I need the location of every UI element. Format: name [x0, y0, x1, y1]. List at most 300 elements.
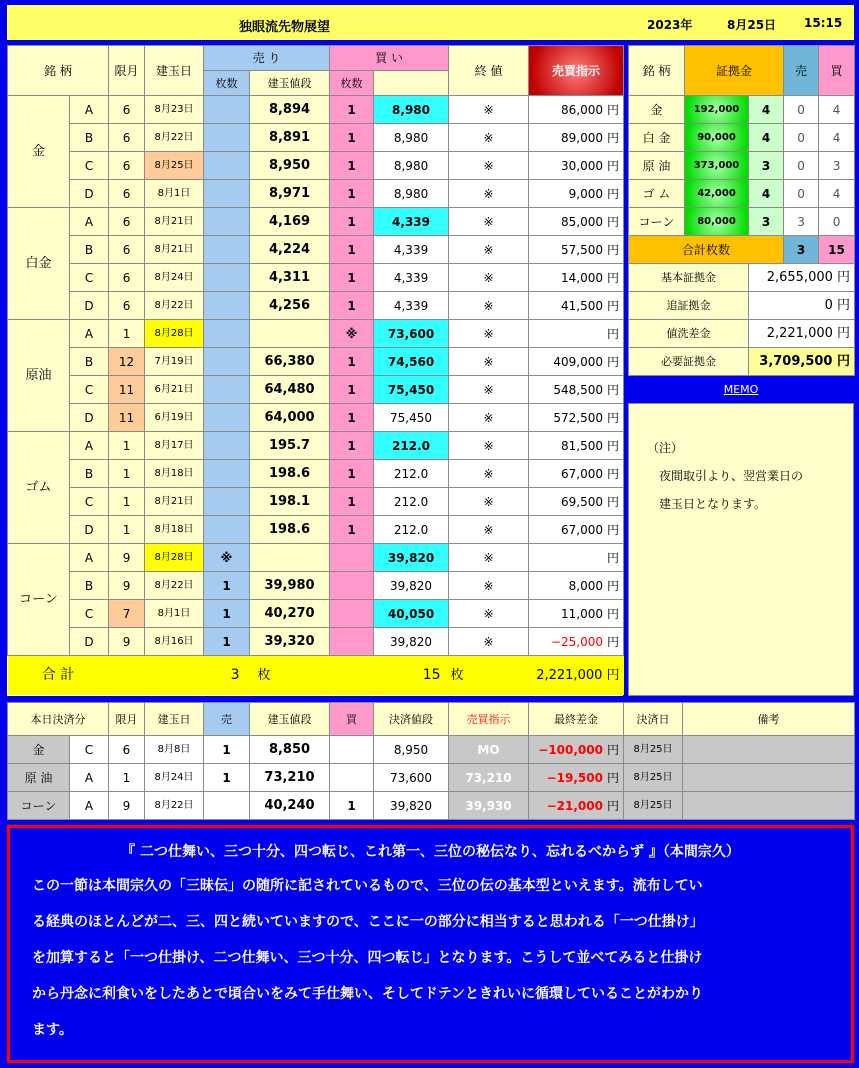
col-date-header: 建玉日	[145, 46, 204, 96]
order-instruction: ※	[449, 320, 529, 348]
sell-count	[204, 236, 250, 264]
settled-settle-price: 39,820	[374, 792, 449, 820]
buy-count: 1	[330, 488, 374, 516]
yen-unit: 円	[606, 770, 619, 785]
summary-label: 追証拠金	[629, 292, 749, 320]
mark-to-market	[529, 264, 624, 292]
commodity-name: コーン	[8, 544, 70, 656]
entry-price	[250, 544, 330, 572]
close-price: 212.0	[374, 488, 449, 516]
total-sell-unit: 枚	[250, 656, 330, 695]
margin-row	[629, 96, 855, 124]
position-code: B	[70, 460, 109, 488]
settled-table	[7, 702, 855, 820]
entry-price: 4,256	[250, 292, 330, 320]
margin-body	[629, 96, 855, 236]
entry-price: 39,320	[250, 628, 330, 656]
position-code: D	[70, 628, 109, 656]
margin-sell: 0	[784, 152, 819, 180]
settled-note	[683, 736, 855, 764]
position-code: A	[70, 432, 109, 460]
buy-count: ※	[330, 320, 374, 348]
position-code: B	[70, 348, 109, 376]
close-price: 8,980	[374, 124, 449, 152]
margin-row	[629, 124, 855, 152]
yen-unit: 円	[607, 382, 620, 397]
position-code: A	[70, 544, 109, 572]
order-instruction: ※	[449, 96, 529, 124]
entry-price: 64,000	[250, 404, 330, 432]
table-row	[8, 376, 624, 404]
table-row	[8, 348, 624, 376]
buy-count: 1	[330, 460, 374, 488]
settled-name: 金	[8, 736, 70, 764]
entry-price: 66,380	[250, 348, 330, 376]
settled-month: 1	[109, 764, 145, 792]
yen-unit: 円	[607, 634, 620, 649]
close-price: 8,980	[374, 96, 449, 124]
position-code: A	[70, 96, 109, 124]
settled-date: 8月24日	[145, 764, 204, 792]
sell-count	[204, 460, 250, 488]
settled-price: 40,240	[250, 792, 330, 820]
buy-count-header: 枚数	[330, 71, 374, 96]
settled-price: 73,210	[250, 764, 330, 792]
buy-count	[330, 544, 374, 572]
yen-unit: 円	[607, 158, 620, 173]
margin-amount: 192,000	[685, 96, 749, 124]
settled-name-header: 本日決済分	[8, 703, 109, 736]
total-buy-unit: 枚	[449, 656, 529, 695]
settled-date: 8月22日	[145, 792, 204, 820]
total-label: 合 計	[8, 656, 109, 695]
summary-value: 0 円	[749, 292, 855, 320]
mark-to-market	[529, 348, 624, 376]
contract-month: 6	[109, 180, 145, 208]
entry-price: 39,980	[250, 572, 330, 600]
position-code: A	[70, 208, 109, 236]
close-price: 4,339	[374, 208, 449, 236]
commodity-name: 白金	[8, 208, 70, 320]
settled-final-diff	[529, 736, 624, 764]
entry-price: 8,891	[250, 124, 330, 152]
entry-date: 8月18日	[145, 516, 204, 544]
contract-month: 6	[109, 152, 145, 180]
buy-count: 1	[330, 432, 374, 460]
entry-date: 8月24日	[145, 264, 204, 292]
yen-unit: 円	[607, 242, 620, 257]
position-code: B	[70, 236, 109, 264]
entry-date: 6月21日	[145, 376, 204, 404]
header-date: 8月25日	[727, 18, 777, 32]
entry-price: 198.6	[250, 516, 330, 544]
diff-value: 548,500	[553, 382, 604, 397]
mark-to-market	[529, 236, 624, 264]
position-code: D	[70, 404, 109, 432]
settled-note	[683, 792, 855, 820]
yen-unit: 円	[607, 186, 620, 201]
mark-to-market	[529, 180, 624, 208]
order-instruction: ※	[449, 348, 529, 376]
memo-box	[628, 403, 854, 696]
margin-amount: 42,000	[685, 180, 749, 208]
settled-sell	[204, 792, 250, 820]
entry-price: 198.1	[250, 488, 330, 516]
contract-month: 6	[109, 124, 145, 152]
close-price: 75,450	[374, 376, 449, 404]
position-code: D	[70, 180, 109, 208]
settled-buy-header: 買	[330, 703, 374, 736]
contract-month: 6	[109, 208, 145, 236]
entry-date: 8月22日	[145, 124, 204, 152]
memo-line: 夜間取引より、翌営業日の	[659, 469, 804, 483]
margin-panel	[628, 45, 854, 376]
entry-price: 8,950	[250, 152, 330, 180]
close-price: 212.0	[374, 460, 449, 488]
close-price: 39,820	[374, 544, 449, 572]
sell-count: 1	[204, 628, 250, 656]
settled-row	[8, 764, 855, 792]
mark-to-market	[529, 124, 624, 152]
summary-row	[629, 348, 855, 376]
buy-count: 1	[330, 264, 374, 292]
sell-count	[204, 96, 250, 124]
entry-date: 8月23日	[145, 96, 204, 124]
sell-count: ※	[204, 544, 250, 572]
sell-count	[204, 432, 250, 460]
yen-unit: 円	[607, 130, 620, 145]
entry-price: 4,224	[250, 236, 330, 264]
positions-table	[7, 45, 624, 695]
summary-value: 3,709,500 円	[749, 348, 855, 376]
buy-count	[330, 600, 374, 628]
settled-settle-date: 8月25日	[624, 792, 683, 820]
yen-unit: 円	[607, 466, 620, 481]
yen-unit: 円	[606, 798, 619, 813]
table-row	[8, 96, 624, 124]
position-code: A	[70, 320, 109, 348]
sell-count-header: 枚数	[204, 71, 250, 96]
settled-settle-price: 73,600	[374, 764, 449, 792]
settled-buy: 1	[330, 792, 374, 820]
sell-count	[204, 488, 250, 516]
settled-settle-price: 8,950	[374, 736, 449, 764]
margin-amount-header: 証拠金	[685, 46, 784, 96]
margin-buy: 4	[819, 96, 855, 124]
mark-to-market	[529, 404, 624, 432]
settled-order: MO	[449, 736, 529, 764]
order-instruction: ※	[449, 180, 529, 208]
col-order-header: 売買指示	[529, 46, 624, 96]
settled-price: 8,850	[250, 736, 330, 764]
diff-value: 11,000	[561, 606, 604, 621]
margin-sell: 0	[784, 124, 819, 152]
settled-note	[683, 764, 855, 792]
quote-body	[10, 868, 851, 1048]
settled-name: 原 油	[8, 764, 70, 792]
mark-to-market	[529, 600, 624, 628]
table-row	[8, 320, 624, 348]
buy-count: 1	[330, 124, 374, 152]
contract-month: 12	[109, 348, 145, 376]
table-row	[8, 292, 624, 320]
sell-count	[204, 348, 250, 376]
settled-order-header: 売買指示	[449, 703, 529, 736]
settled-month: 9	[109, 792, 145, 820]
yen-unit: 円	[607, 494, 620, 509]
mark-to-market	[529, 376, 624, 404]
mark-to-market	[529, 544, 624, 572]
close-price: 75,450	[374, 404, 449, 432]
margin-amount: 80,000	[685, 208, 749, 236]
margin-commodity: 原 油	[629, 152, 685, 180]
settled-final-diff-header: 最終差金	[529, 703, 624, 736]
yen-unit: 円	[607, 214, 620, 229]
diff-value: 67,000	[561, 466, 604, 481]
close-price: 4,339	[374, 292, 449, 320]
order-instruction: ※	[449, 516, 529, 544]
close-price: 8,980	[374, 152, 449, 180]
position-code: D	[70, 516, 109, 544]
yen-unit: 円	[607, 354, 620, 369]
margin-total-sell: 3	[784, 236, 819, 264]
entry-date: 7月19日	[145, 348, 204, 376]
contract-month: 1	[109, 320, 145, 348]
yen-unit: 円	[607, 298, 620, 313]
yen-unit: 円	[607, 522, 620, 537]
commodity-name: ゴム	[8, 432, 70, 544]
mark-to-market	[529, 152, 624, 180]
position-code: C	[70, 488, 109, 516]
order-instruction: ※	[449, 292, 529, 320]
diff-value: 14,000	[561, 270, 604, 285]
margin-row	[629, 180, 855, 208]
quote-line: ます。	[32, 1022, 73, 1038]
close-price: 73,600	[374, 320, 449, 348]
buy-count: 1	[330, 208, 374, 236]
contract-month: 11	[109, 404, 145, 432]
mark-to-market	[529, 488, 624, 516]
entry-date: 8月1日	[145, 180, 204, 208]
commodity-name: 原油	[8, 320, 70, 432]
entry-date: 8月28日	[145, 320, 204, 348]
entry-price: 40,270	[250, 600, 330, 628]
buy-count	[330, 628, 374, 656]
quote-line: る経典のほとんどが二、三、四と続いていますので、ここに一の部分に相当すると思われる「一つ仕掛け」	[32, 914, 704, 930]
margin-buy: 4	[819, 180, 855, 208]
close-price: 74,560	[374, 348, 449, 376]
memo-title[interactable]: MEMO	[628, 380, 854, 400]
diff-value: 41,500	[561, 298, 604, 313]
entry-date: 8月25日	[145, 152, 204, 180]
table-row	[8, 180, 624, 208]
contract-month: 6	[109, 236, 145, 264]
sell-count	[204, 516, 250, 544]
entry-date: 6月19日	[145, 404, 204, 432]
price-header: 建玉値段	[250, 71, 330, 96]
order-instruction: ※	[449, 376, 529, 404]
margin-sell: 0	[784, 96, 819, 124]
settled-month: 6	[109, 736, 145, 764]
margin-buy: 3	[819, 152, 855, 180]
entry-price: 4,311	[250, 264, 330, 292]
contract-month: 1	[109, 516, 145, 544]
margin-count: 4	[749, 124, 784, 152]
settled-name: コーン	[8, 792, 70, 820]
margin-summary	[629, 264, 855, 376]
col-name-header: 銘 柄	[8, 46, 109, 96]
positions-body	[8, 96, 624, 656]
sell-count	[204, 404, 250, 432]
position-code: B	[70, 124, 109, 152]
contract-month: 9	[109, 572, 145, 600]
entry-date: 8月21日	[145, 488, 204, 516]
order-instruction: ※	[449, 432, 529, 460]
settled-order: 39,930	[449, 792, 529, 820]
diff-value: 572,500	[553, 410, 604, 425]
col-close-header: 終 値	[449, 46, 529, 96]
summary-row	[629, 264, 855, 292]
entry-price	[250, 320, 330, 348]
margin-commodity: 金	[629, 96, 685, 124]
positions-panel	[7, 45, 623, 696]
contract-month: 1	[109, 460, 145, 488]
margin-buy-header: 買	[819, 46, 855, 96]
settled-price-header: 建玉値段	[250, 703, 330, 736]
mark-to-market	[529, 628, 624, 656]
summary-value: 2,221,000 円	[749, 320, 855, 348]
table-row	[8, 488, 624, 516]
diff-value: 67,000	[561, 522, 604, 537]
app-title: 独眼流先物展望	[239, 20, 331, 35]
title-bar	[7, 5, 854, 40]
diff-value: 409,000	[553, 354, 604, 369]
quote-line: から丹念に利食いをしたあとで頃合いをみて手仕舞い、そしてドテンときれいに循環していることがわかり	[32, 986, 704, 1002]
table-row	[8, 432, 624, 460]
margin-amount: 373,000	[685, 152, 749, 180]
entry-date: 8月21日	[145, 236, 204, 264]
entry-date: 8月1日	[145, 600, 204, 628]
mark-to-market	[529, 292, 624, 320]
close-price: 39,820	[374, 628, 449, 656]
settled-settle-date: 8月25日	[624, 764, 683, 792]
close-price: 212.0	[374, 432, 449, 460]
contract-month: 6	[109, 292, 145, 320]
entry-date: 8月18日	[145, 460, 204, 488]
close-price: 39,820	[374, 572, 449, 600]
mark-to-market	[529, 320, 624, 348]
order-instruction: ※	[449, 236, 529, 264]
settled-buy	[330, 736, 374, 764]
margin-row	[629, 152, 855, 180]
entry-price: 8,894	[250, 96, 330, 124]
settled-settle-date: 8月25日	[624, 736, 683, 764]
total-diff: 2,221,000 円	[529, 656, 624, 695]
diff-value: 69,500	[561, 494, 604, 509]
margin-sell-header: 売	[784, 46, 819, 96]
settled-sell: 1	[204, 736, 250, 764]
diff-value: 89,000	[561, 130, 604, 145]
settled-body	[8, 736, 855, 820]
entry-date: 8月22日	[145, 572, 204, 600]
settled-panel	[7, 702, 854, 819]
table-row	[8, 544, 624, 572]
total-row	[8, 656, 624, 695]
table-row	[8, 236, 624, 264]
margin-total-label: 合計枚数	[629, 236, 784, 264]
position-code: C	[70, 376, 109, 404]
margin-name-header: 銘 柄	[629, 46, 685, 96]
sell-count: 1	[204, 600, 250, 628]
position-code: C	[70, 152, 109, 180]
yen-unit: 円	[607, 270, 620, 285]
settled-code: A	[70, 792, 109, 820]
margin-count: 4	[749, 96, 784, 124]
position-code: C	[70, 600, 109, 628]
margin-count: 3	[749, 208, 784, 236]
sell-count	[204, 376, 250, 404]
diff-value: 86,000	[561, 102, 604, 117]
order-instruction: ※	[449, 152, 529, 180]
sell-count: 1	[204, 572, 250, 600]
margin-commodity: 白 金	[629, 124, 685, 152]
yen-unit: 円	[607, 550, 620, 565]
sell-count	[204, 208, 250, 236]
summary-row	[629, 320, 855, 348]
entry-date: 8月22日	[145, 292, 204, 320]
buy-count: 1	[330, 180, 374, 208]
table-row	[8, 460, 624, 488]
entry-price: 198.6	[250, 460, 330, 488]
commodity-name: 金	[8, 96, 70, 208]
margin-row	[629, 208, 855, 236]
order-instruction: ※	[449, 488, 529, 516]
position-code: C	[70, 264, 109, 292]
close-price: 8,980	[374, 180, 449, 208]
margin-total-buy: 15	[819, 236, 855, 264]
table-row	[8, 404, 624, 432]
contract-month: 1	[109, 432, 145, 460]
entry-date: 8月16日	[145, 628, 204, 656]
contract-month: 7	[109, 600, 145, 628]
margin-count: 4	[749, 180, 784, 208]
summary-label: 値洗差金	[629, 320, 749, 348]
quote-line: この一節は本間宗久の「三昧伝」の随所に記されているもので、三位の伝の基本型といえます。流布してい	[32, 878, 703, 894]
settled-buy	[330, 764, 374, 792]
order-instruction: ※	[449, 544, 529, 572]
table-row	[8, 264, 624, 292]
diff-value: 57,500	[561, 242, 604, 257]
buy-count: 1	[330, 292, 374, 320]
order-instruction: ※	[449, 264, 529, 292]
margin-table	[628, 45, 855, 376]
yen-unit: 円	[607, 438, 620, 453]
entry-price: 64,480	[250, 376, 330, 404]
margin-buy: 0	[819, 208, 855, 236]
order-instruction: ※	[449, 628, 529, 656]
settled-row	[8, 736, 855, 764]
mark-to-market	[529, 208, 624, 236]
header-time: 15:15	[804, 16, 843, 30]
summary-label: 基本証拠金	[629, 264, 749, 292]
table-row	[8, 208, 624, 236]
diff-value: 9,000	[568, 186, 604, 201]
order-instruction: ※	[449, 460, 529, 488]
settled-final-diff	[529, 764, 624, 792]
diff-value: 8,000	[568, 578, 604, 593]
position-code: D	[70, 292, 109, 320]
buy-count: 1	[330, 236, 374, 264]
